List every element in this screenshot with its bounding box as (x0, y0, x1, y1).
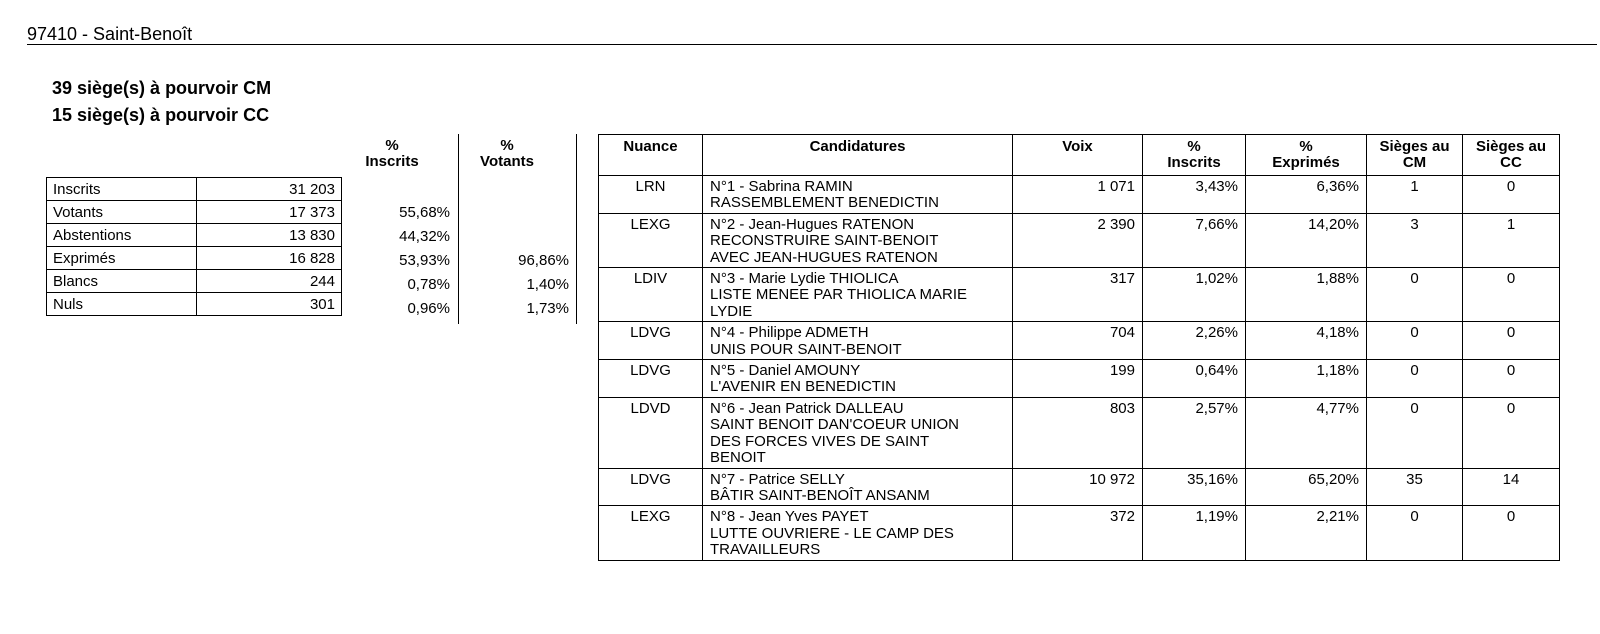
candidature-cell (703, 506, 1013, 560)
candidature-line: N°8 - Jean Yves PAYET (710, 508, 869, 526)
summary-pct-inscrits: 55,68% (399, 204, 450, 221)
candidature-line: TRAVAILLEURS (710, 541, 821, 559)
summary-pct-inscrits: 0,78% (407, 276, 450, 293)
sieges-cc-cell: 0 (1463, 506, 1560, 560)
pct-inscrits-cell: 2,26% (1143, 322, 1246, 360)
summary-row (47, 270, 342, 293)
sieges-cm-cell: 0 (1367, 397, 1463, 468)
candidature-cell (703, 176, 1013, 214)
pct-inscrits-cell: 0,64% (1143, 360, 1246, 398)
candidature-cell (703, 213, 1013, 267)
result-row (599, 213, 1560, 267)
candidature-cell (703, 397, 1013, 468)
voix-cell: 2 390 (1013, 213, 1143, 267)
summary-pct-votants (497, 177, 569, 201)
summary-label: Abstentions (47, 224, 197, 247)
header-candidatures: Candidatures (703, 135, 1013, 176)
sieges-cc-cell: 14 (1463, 468, 1560, 506)
voix-cell: 1 071 (1013, 176, 1143, 214)
sieges-cc-cell: 0 (1463, 176, 1560, 214)
result-row (599, 506, 1560, 560)
summary-value: 16 828 (197, 247, 342, 270)
sieges-cc-cell: 0 (1463, 360, 1560, 398)
sieges-cc-cell: 1 (1463, 213, 1560, 267)
sieges-cm-cell: 0 (1367, 506, 1463, 560)
summary-pct-votants: 1,40% (526, 276, 569, 293)
results-header-row (599, 135, 1560, 176)
voix-cell: 372 (1013, 506, 1143, 560)
seats-cc: 15 siège(s) à pourvoir CC (52, 105, 270, 125)
candidature-line: N°6 - Jean Patrick DALLEAU (710, 399, 904, 417)
pct-inscrits-cell: 3,43% (1143, 176, 1246, 214)
result-row (599, 268, 1560, 322)
pct-inscrits-cell: 7,66% (1143, 213, 1246, 267)
voix-cell: 199 (1013, 360, 1143, 398)
summary-column-divider (458, 134, 459, 324)
pct-exprimes-cell: 4,18% (1246, 322, 1367, 360)
summary-pct-inscrits: 53,93% (399, 252, 450, 269)
summary-column-divider (576, 134, 577, 324)
summary-value: 301 (197, 293, 342, 316)
candidature-cell (703, 360, 1013, 398)
candidature-line: N°1 - Sabrina RAMIN (710, 178, 853, 195)
nuance-cell: LRN (599, 176, 703, 214)
nuance-cell: LDVG (599, 360, 703, 398)
pct-exprimes-cell: 1,18% (1246, 360, 1367, 398)
header-nuance: Nuance (599, 135, 703, 176)
pct-exprimes-cell: 14,20% (1246, 213, 1367, 267)
page-title: 97410 - Saint-Benoît (27, 24, 193, 44)
pct-exprimes-cell: 65,20% (1246, 468, 1367, 506)
result-row (599, 468, 1560, 506)
voix-cell: 803 (1013, 397, 1143, 468)
candidature-line: RECONSTRUIRE SAINT-BENOIT (710, 232, 939, 250)
summary-pct-votants: 96,86% (518, 252, 569, 269)
summary-pct-inscrits: 44,32% (399, 228, 450, 245)
candidature-line: BÂTIR SAINT-BENOÎT ANSANM (710, 486, 930, 504)
pct-inscrits-cell: 35,16% (1143, 468, 1246, 506)
summary-table (46, 177, 342, 316)
summary-label: Exprimés (47, 247, 197, 270)
sieges-cm-cell: 0 (1367, 268, 1463, 322)
summary-header-pct-votants: % Votants (480, 137, 534, 170)
sieges-cc-cell: 0 (1463, 322, 1560, 360)
summary-row (47, 293, 342, 316)
candidature-line: LYDIE (710, 302, 753, 320)
candidature-line: N°4 - Philippe ADMETH (710, 324, 869, 342)
pct-exprimes-cell: 4,77% (1246, 397, 1367, 468)
summary-row (47, 201, 342, 224)
pct-inscrits-cell: 1,19% (1143, 506, 1246, 560)
sieges-cc-cell: 0 (1463, 397, 1560, 468)
summary-row (47, 247, 342, 270)
sieges-cc-cell: 0 (1463, 268, 1560, 322)
candidature-line: N°2 - Jean-Hugues RATENON (710, 215, 915, 233)
candidature-line: LUTTE OUVRIERE - LE CAMP DES (710, 524, 954, 542)
candidature-line: UNIS POUR SAINT-BENOIT (710, 340, 902, 358)
sieges-cm-cell: 3 (1367, 213, 1463, 267)
summary-value: 31 203 (197, 178, 342, 201)
summary-pct-votants: 1,73% (526, 300, 569, 317)
pct-exprimes-cell: 6,36% (1246, 176, 1367, 214)
summary-value: 13 830 (197, 224, 342, 247)
candidature-line: N°7 - Patrice SELLY (710, 470, 845, 488)
nuance-cell: LDVD (599, 397, 703, 468)
results-table (598, 134, 1560, 561)
summary-header-pct-inscrits: % Inscrits (365, 137, 419, 170)
candidature-line: BENOIT (710, 449, 766, 467)
result-row (599, 176, 1560, 214)
pct-inscrits-cell: 2,57% (1143, 397, 1246, 468)
candidature-line: AVEC JEAN-HUGUES RATENON (710, 248, 938, 266)
result-row (599, 397, 1560, 468)
voix-cell: 704 (1013, 322, 1143, 360)
pct-exprimes-cell: 2,21% (1246, 506, 1367, 560)
summary-pct-votants-column (497, 177, 569, 321)
summary-pct-inscrits (380, 177, 450, 201)
summary-pct-inscrits-column (380, 177, 450, 321)
summary-pct-votants (497, 225, 569, 249)
nuance-cell: LDVG (599, 468, 703, 506)
candidature-cell (703, 468, 1013, 506)
candidature-line: N°3 - Marie Lydie THIOLICA (710, 270, 899, 288)
candidature-line: DES FORCES VIVES DE SAINT (710, 432, 930, 450)
candidature-line: RASSEMBLEMENT BENEDICTIN (710, 194, 939, 212)
nuance-cell: LDIV (599, 268, 703, 322)
header-sieges-cm: Sièges au CM (1367, 135, 1463, 176)
header-divider (27, 44, 1597, 45)
summary-value: 244 (197, 270, 342, 293)
header-pct-exprimes: % Exprimés (1246, 135, 1367, 176)
header-pct-inscrits: % Inscrits (1143, 135, 1246, 176)
header-sieges-cc: Sièges au CC (1463, 135, 1560, 176)
candidature-line: LISTE MENEE PAR THIOLICA MARIE (710, 286, 968, 304)
summary-pct-votants (497, 201, 569, 225)
voix-cell: 10 972 (1013, 468, 1143, 506)
candidature-line: SAINT BENOIT DAN'COEUR UNION (710, 416, 960, 434)
sieges-cm-cell: 1 (1367, 176, 1463, 214)
summary-label: Votants (47, 201, 197, 224)
sieges-cm-cell: 0 (1367, 322, 1463, 360)
sieges-cm-cell: 35 (1367, 468, 1463, 506)
seats-cm: 39 siège(s) à pourvoir CM (52, 78, 272, 98)
candidature-cell (703, 322, 1013, 360)
summary-label: Nuls (47, 293, 197, 316)
pct-exprimes-cell: 1,88% (1246, 268, 1367, 322)
summary-label: Blancs (47, 270, 197, 293)
summary-value: 17 373 (197, 201, 342, 224)
nuance-cell: LEXG (599, 213, 703, 267)
candidature-line: N°5 - Daniel AMOUNY (710, 362, 861, 380)
voix-cell: 317 (1013, 268, 1143, 322)
summary-row (47, 224, 342, 247)
candidature-cell (703, 268, 1013, 322)
result-row (599, 360, 1560, 398)
sieges-cm-cell: 0 (1367, 360, 1463, 398)
header-voix: Voix (1013, 135, 1143, 176)
candidature-line: L'AVENIR EN BENEDICTIN (710, 378, 896, 396)
summary-row (47, 178, 342, 201)
result-row (599, 322, 1560, 360)
summary-label: Inscrits (47, 178, 197, 201)
pct-inscrits-cell: 1,02% (1143, 268, 1246, 322)
summary-pct-inscrits: 0,96% (407, 300, 450, 317)
nuance-cell: LDVG (599, 322, 703, 360)
nuance-cell: LEXG (599, 506, 703, 560)
